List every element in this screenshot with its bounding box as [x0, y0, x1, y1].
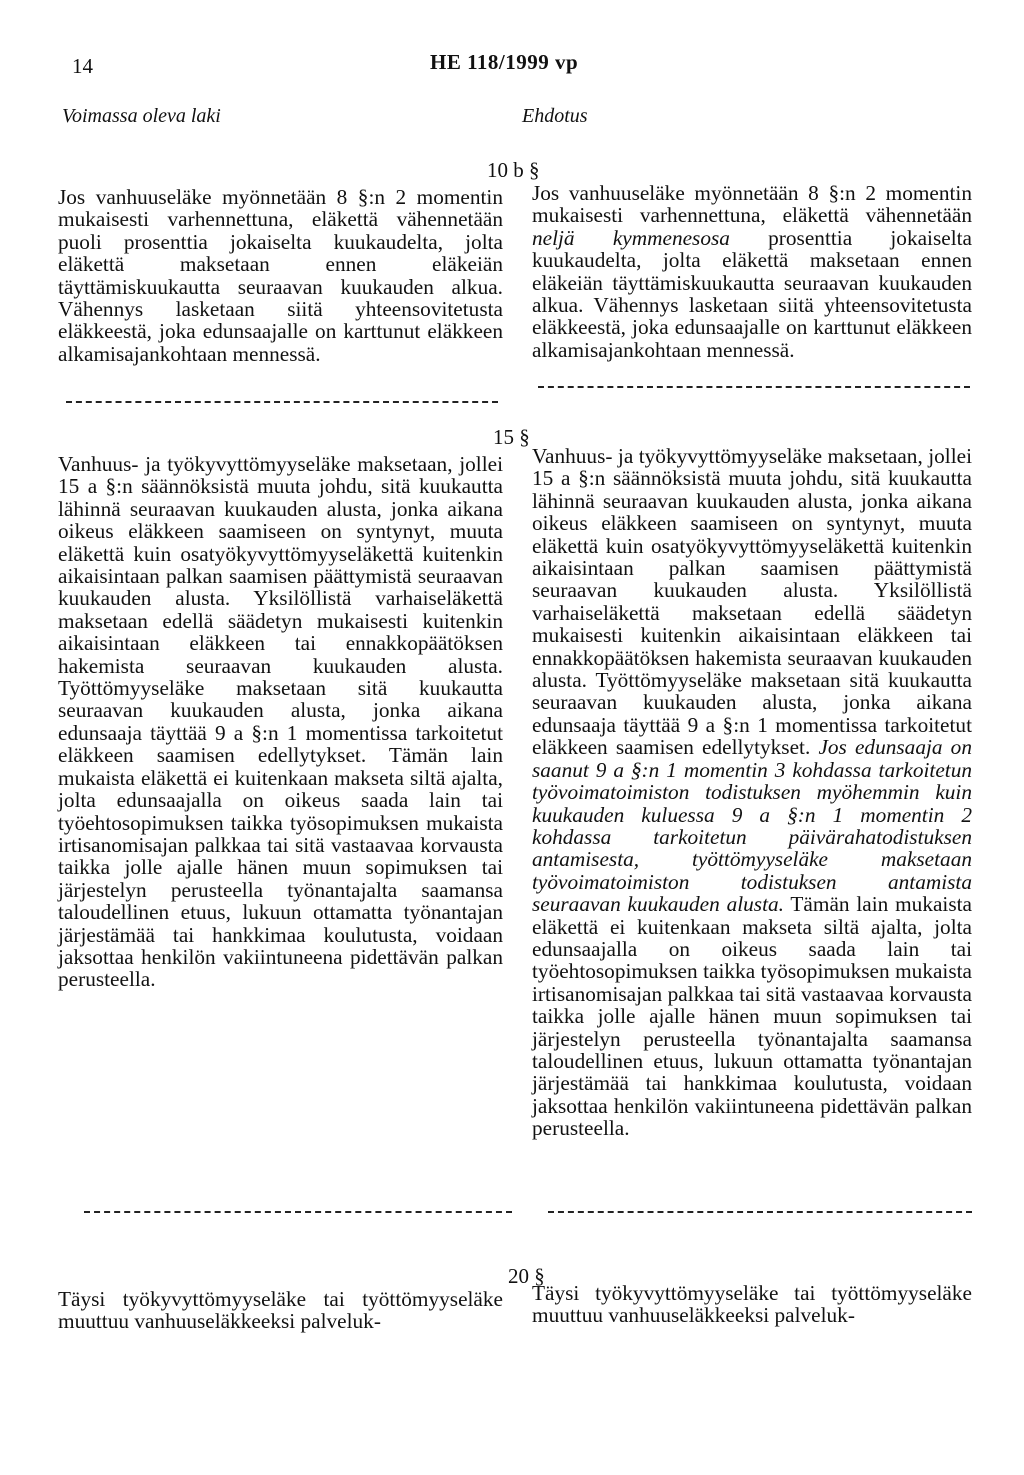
section-number: 15 §: [493, 425, 530, 449]
omission-dashes: [538, 386, 970, 388]
section-number: 20 §: [508, 1264, 545, 1288]
omission-dashes: [84, 1211, 512, 1213]
document-reference: HE 118/1999 vp: [430, 50, 579, 74]
proposal-amendment: Jos edunsaaja on saanut 9 a §:n 1 momentin 3 kohdassa tarkoitetun työvoimatoimiston todistuksen myöhemmin kuin kuukauden kuluessa 9 a §:n 1 momentin 2 kohdassa tarkoitetun päivärahatodistuksen antamisesta, työttömyyseläke maksetaan työvoimatoimiston todistuksen antamista seuraavan kuukauden alusta.: [532, 735, 972, 917]
page-number: 14: [72, 54, 93, 78]
proposal-text: Vanhuus- ja työkyvyttömyyseläke maksetaan, jollei 15 a §:n säännöksistä muuta johdu, sitä kuukautta lähinnä seuraavan kuukauden alusta, jonka aikana oikeus eläkkeen saamiseen on syntynyt, muuta eläkettä kuin osatyökyvyttömyyseläkettä kuitenkin aikaisintaan palkan saamisen päättymistä seuraavan kuukauden alusta. Yksilöllistä varhaiseläkettä maksetaan edellä säädetyn mukaisesti kuitenkin aikaisintaan eläkkeen tai ennakkopäätöksen hakemista seuraavan kuukauden alusta. Työttömyyseläke maksetaan sitä kuukautta seuraavan kuukauden alusta, jonka aikana edunsaaja täyttää 9 a §:n 1 momentissa tarkoitetut eläkkeen saamisen edellytykset.: [532, 444, 972, 760]
omission-dashes: [548, 1211, 972, 1213]
proposal-amendment: neljä kymmenesosa: [532, 225, 730, 250]
current-law-paragraph: Jos vanhuuseläke myönnetään 8 §:n 2 momentin mukaisesti varhennettuna, eläkettä vähennetään puoli prosenttia jokaiselta kuukaudelta, jolta eläkettä maksetaan ennen eläkeiän täyttämiskuukautta seuraavan kuukauden alkua. Vähennys lasketaan siitä yhteensovitetusta eläkkeestä, joka edunsaajalle on karttunut eläkkeen alkamisajankohtaan mennessä.: [58, 185, 503, 366]
proposal-text: Tämän lain mukaista eläkettä ei kuitenkaan makseta siltä ajalta, jolta edunsaajalla on oikeus saada lain tai työehtosopimuksen taikka työsopimuksen mukaista irtisanomisajan palkkaa tai sitä vastaavaa korvausta taikka jolle ajalle hänen muun sopimuksen tai järjestelyn perusteella työnantajalta saamansa taloudellinen etuus, lukuun ottamatta työnantajan järjestämää tai hankkimaa koulutusta, voidaan jaksottaa henkilön vakiintuneena pidettävän palkan perusteella.: [532, 892, 973, 1141]
current-law-paragraph: Täysi työkyvyttömyyseläke tai työttömyyseläke muuttuu vanhuuseläkkeeksi palveluk-: [58, 1287, 503, 1334]
proposal-paragraph: [532, 182, 972, 361]
proposal-paragraph: [532, 445, 972, 1140]
right-column-heading: Ehdotus: [522, 105, 588, 127]
proposal-text: prosenttia jokaiselta kuukaudelta, jolta eläkettä maksetaan ennen eläkeiän täyttämiskuukautta seuraavan kuukauden alkua. Vähennys lasketaan siitä yhteensovitetusta eläkkeestä, joka edunsaajalle on karttunut eläkkeen alkamisajankohtaan mennessä.: [532, 225, 972, 362]
proposal-text: Täysi työkyvyttömyyseläke tai työttömyyseläke muuttuu vanhuuseläkkeeksi palveluk-: [532, 1281, 972, 1328]
current-law-paragraph: Vanhuus- ja työkyvyttömyyseläke maksetaan, jollei 15 a §:n säännöksistä muuta johdu, sitä kuukautta lähinnä seuraavan kuukauden alusta, jonka aikana oikeus eläkkeen saamiseen on syntynyt, muuta eläkettä kuin osatyökyvyttömyyseläkettä kuitenkin aikaisintaan palkan saamisen päättymistä seuraavan kuukauden alusta. Yksilöllistä varhaiseläkettä maksetaan edellä säädetyn mukaisesti kuitenkin aikaisintaan eläkkeen tai ennakkopäätöksen hakemista seuraavan kuukauden alusta. Työttömyyseläke maksetaan sitä kuukautta seuraavan kuukauden alusta, jonka aikana edunsaaja täyttää 9 a §:n 1 momentissa tarkoitetut eläkkeen saamisen edellytykset. Tämän lain mukaista eläkettä ei kuitenkaan makseta siltä ajalta, jolta edunsaajalla on oikeus saada lain tai työehtosopimuksen taikka työsopimuksen mukaista irtisanomisajan palkkaa tai sitä vastaavaa korvausta taikka jolle ajalle hänen muun sopimuksen tai järjestelyn perusteella työnantajalta saamansa taloudellinen etuus, lukuun ottamatta työnantajan järjestämää tai hankkimaa koulutusta, voidaan jaksottaa henkilön vakiintuneena pidettävän palkan perusteella.: [58, 452, 503, 992]
left-column-heading: Voimassa oleva laki: [62, 105, 221, 127]
proposal-paragraph: [532, 1282, 972, 1327]
proposal-text: Jos vanhuuseläke myönnetään 8 §:n 2 momentin mukaisesti varhennettuna, eläkettä vähennetään: [532, 181, 972, 228]
omission-dashes: [66, 401, 498, 403]
section-number: 10 b §: [487, 158, 540, 182]
